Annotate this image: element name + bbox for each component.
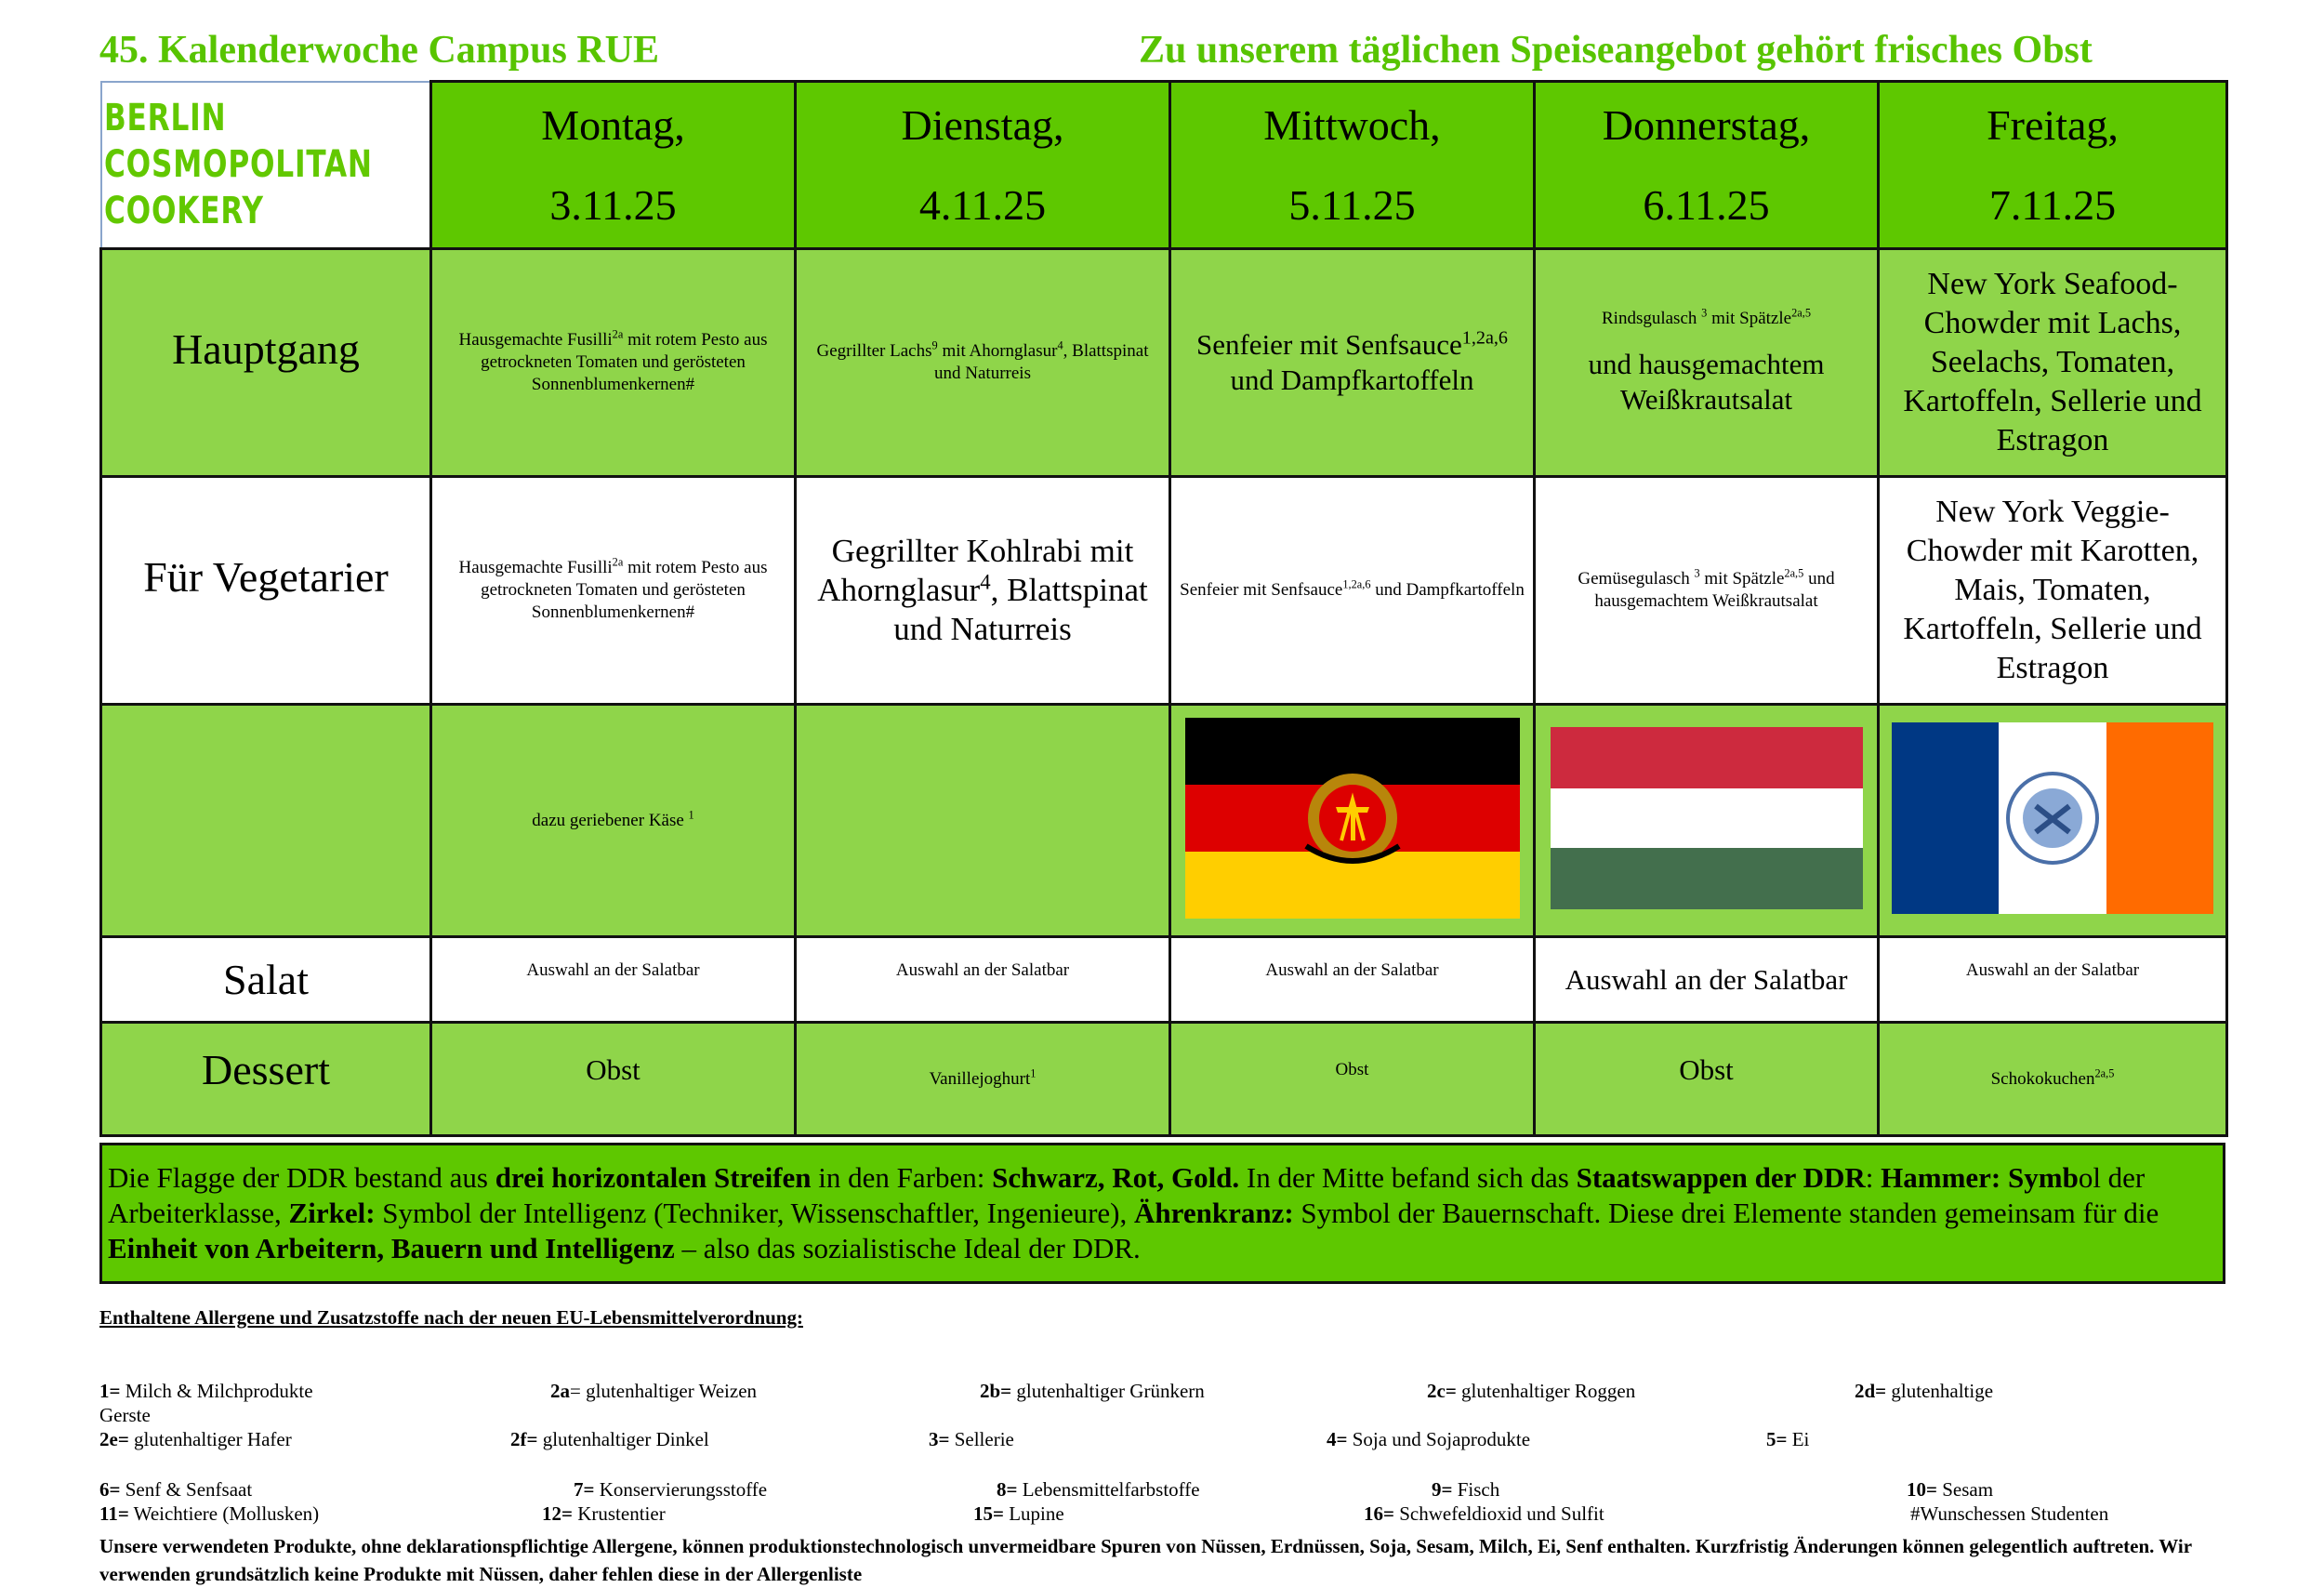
allergen-list [99, 1306, 2238, 1525]
day-header-thu: Donnerstag, 6.11.25 [1535, 82, 1879, 249]
allergen-6: 6= Senf & Senfsaat [99, 1478, 253, 1501]
extra-fri [1879, 705, 2227, 937]
fruit-note: Zu unserem täglichen Speiseangebot gehört frisches Obst [1139, 29, 2093, 72]
allergen-2d-cont: Gerste [99, 1404, 151, 1426]
vegetarier-thu: Gemüsegulasch $^3$ mit Spätzle$^{2a,5}$ und hausgemachtem Weißkrautsalat [1535, 477, 1879, 705]
hauptgang-tue: Gegrillter Lachs$^9$ mit Ahornglasur$^4$, Blattspinat und Naturreis [796, 249, 1170, 477]
allergen-title: Enthaltene Allergene und Zusatzstoffe nach der neuen EU-Lebensmittelverordnung: [99, 1306, 803, 1329]
allergen-2b: 2b= glutenhaltiger Grünkern [980, 1380, 1205, 1402]
allergen-10: 10= Sesam [1907, 1478, 1994, 1501]
menu-table [99, 80, 2228, 1137]
allergen-1: 1= Milch & Milchprodukte [99, 1380, 313, 1402]
allergen-5: 5= Ei [1766, 1428, 1810, 1450]
dessert-fri: Schokokuchen$^{2a,5}$ [1879, 1023, 2227, 1136]
dessert-thu: Obst [1535, 1023, 1879, 1136]
trace-disclaimer: Unsere verwendeten Produkte, ohne deklarationspflichtige Allergene, können produktionstechnologisch unvermeidbare Spuren von Nüssen, Erdnüssen, Soja, Sesam, Milch, Ei, Senf enthalten. Kurzfristig Änderungen können gelegentlich auftreten. Wir verwenden grundsätzlich keine Produkte mit Nüssen, daher fehlen diese in der Allergenliste [99, 1535, 2192, 1585]
extra-mon: dazu geriebener Käse $^1$ [431, 705, 796, 937]
vegetarier-fri: New York Veggie-Chowder mit Karotten, Mais, Tomaten, Kartoffeln, Sellerie und Estragon [1879, 477, 2227, 705]
allergen-3: 3= Sellerie [929, 1428, 1014, 1450]
allergen-16: 16= Schwefeldioxid und Sulfit [1364, 1502, 1604, 1525]
vegetarier-tue: Gegrillter Kohlrabi mit Ahornglasur$^4$, Blattspinat und Naturreis [796, 477, 1170, 705]
hauptgang-thu: Rindsgulasch $^3$ mit Spätzle$^{2a,5}$ und hausgemachtem Weißkrautsalat [1535, 249, 1879, 477]
week-title: 45. Kalenderwoche Campus RUE [99, 29, 660, 72]
vegetarier-wed: Senfeier mit Senfsauce$^{1,2a,6}$ und Dampfkartoffeln [1170, 477, 1535, 705]
day-header-fri: Freitag, 7.11.25 [1879, 82, 2227, 249]
wunschessen-note: #Wunschessen Studenten [1910, 1502, 2109, 1525]
allergen-2f: 2f= glutenhaltiger Dinkel [510, 1428, 709, 1450]
allergen-4: 4= Soja und Sojaprodukte [1327, 1428, 1531, 1450]
logo-cell [101, 82, 431, 249]
row-label-hauptgang: Hauptgang [101, 249, 431, 477]
allergen-2c: 2c= glutenhaltiger Roggen [1427, 1380, 1636, 1402]
allergen-2a: 2a= glutenhaltiger Weizen [550, 1380, 758, 1402]
allergen-7: 7= Konservierungsstoffe [574, 1478, 768, 1501]
extra-wed [1170, 705, 1535, 937]
row-label-dessert: Dessert [101, 1023, 431, 1136]
allergen-2e: 2e= glutenhaltiger Hafer [99, 1428, 292, 1450]
salat-thu: Auswahl an der Salatbar [1535, 937, 1879, 1023]
logo [102, 95, 430, 234]
allergen-11: 11= Weichtiere (Mollusken) [99, 1502, 320, 1525]
salat-tue: Auswahl an der Salatbar [796, 937, 1170, 1023]
allergen-8: 8= Lebensmittelfarbstoffe [997, 1478, 1200, 1501]
day-header-mon: Montag, 3.11.25 [431, 82, 796, 249]
day-header-wed: Mittwoch, 5.11.25 [1170, 82, 1535, 249]
allergen-2d: 2d= glutenhaltige [1855, 1380, 1994, 1402]
logo-text: BERLIN COSMOPOLITAN COOKERY [103, 97, 373, 233]
hauptgang-mon: Hausgemachte Fusilli$^{2a}$ mit rotem Pesto aus getrockneten Tomaten und gerösteten Sonnenblumenkernen# [431, 249, 796, 477]
extra-thu [1535, 705, 1879, 937]
extra-tue [796, 705, 1170, 937]
salat-wed: Auswahl an der Salatbar [1170, 937, 1535, 1023]
hauptgang-fri: New York Seafood-Chowder mit Lachs, Seelachs, Tomaten, Kartoffeln, Sellerie und Estragon [1879, 249, 2227, 477]
day-header-tue: Dienstag, 4.11.25 [796, 82, 1170, 249]
nyc-flag [1892, 722, 2213, 914]
allergen-12: 12= Krustentier [542, 1502, 666, 1525]
allergen-15: 15= Lupine [973, 1502, 1064, 1525]
salat-mon: Auswahl an der Salatbar [431, 937, 796, 1023]
ddr-flag [1185, 718, 1520, 919]
dessert-mon: Obst [431, 1023, 796, 1136]
hungary-flag [1551, 727, 1863, 909]
allergen-9: 9= Fisch [1432, 1478, 1500, 1501]
dessert-wed: Obst [1170, 1023, 1535, 1136]
ddr-flag-info: Die Flagge der DDR bestand aus drei horizontalen Streifen in den Farben: Schwarz, Rot, Gold. In der Mitte befand sich das Staatswappen der DDR: Hammer: Symbol der Arbeiterklasse, Zirkel: Symbol der Intelligenz (Techniker, Wissenschaftler, Ingenieure), Ährenkranz: Symbol der Bauernschaft. Diese drei Elemente standen gemeinsam für die Einheit von Arbeitern, Bauern und Intelligenz – also das sozialistische Ideal der DDR. [99, 1143, 2225, 1284]
salat-fri: Auswahl an der Salatbar [1879, 937, 2227, 1023]
vegetarier-mon: Hausgemachte Fusilli$^{2a}$ mit rotem Pesto aus getrockneten Tomaten und gerösteten Sonnenblumenkernen# [431, 477, 796, 705]
dessert-tue: Vanillejoghurt$^1$ [796, 1023, 1170, 1136]
row-label-vegetarier: Für Vegetarier [101, 477, 431, 705]
hauptgang-wed: Senfeier mit Senfsauce$^{1,2a,6}$ und Dampfkartoffeln [1170, 249, 1535, 477]
extra-label-empty [101, 705, 431, 937]
row-label-salat: Salat [101, 937, 431, 1023]
